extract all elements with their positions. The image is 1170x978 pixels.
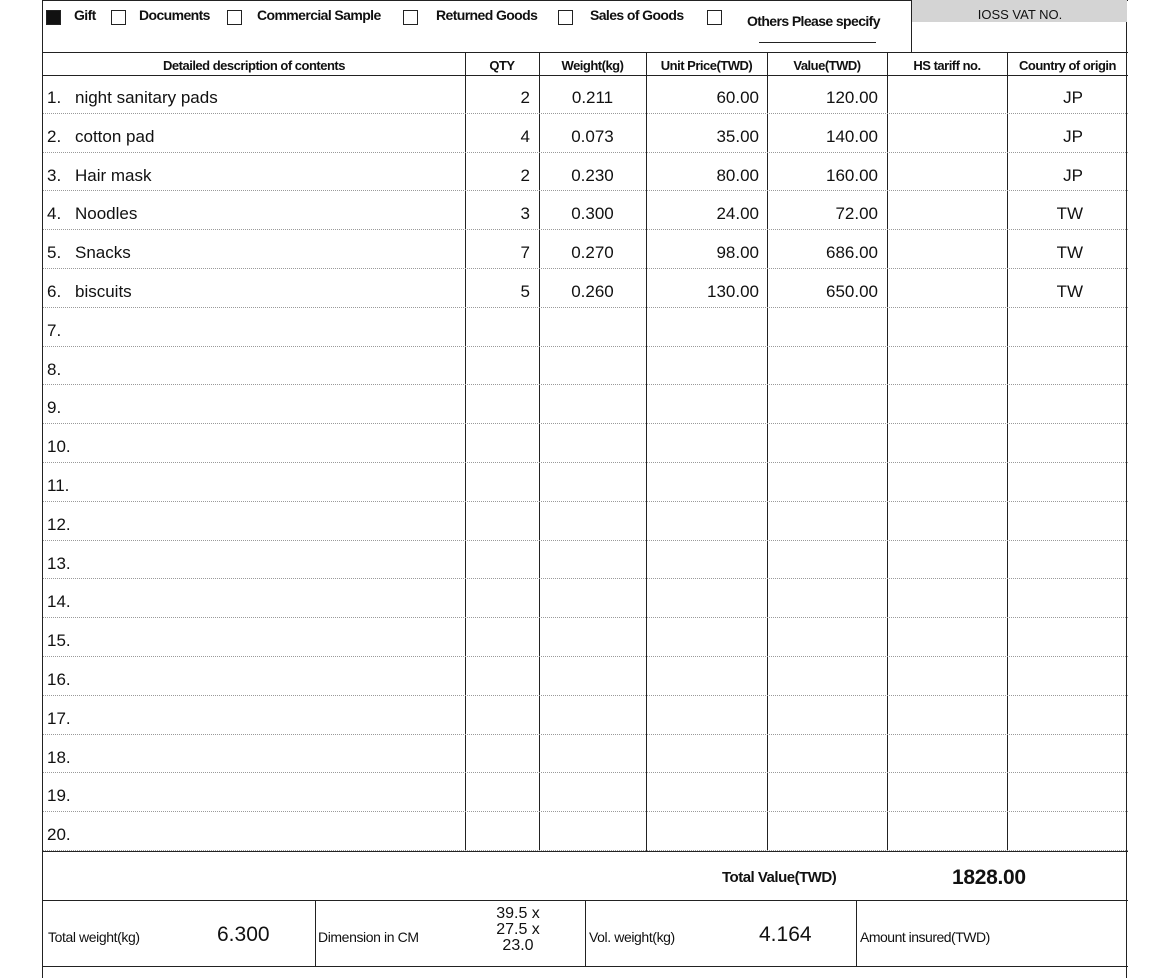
- row-unit-price[interactable]: 60.00: [716, 88, 759, 107]
- table-row: [43, 618, 1128, 657]
- row-number: 10.: [47, 437, 71, 457]
- row-number: 7.: [47, 320, 62, 340]
- row-origin[interactable]: TW: [1056, 282, 1083, 301]
- row-number: 19.: [47, 786, 71, 806]
- row-number: 13.: [47, 553, 71, 573]
- dimension-line: 27.5 x: [496, 921, 540, 938]
- sales-of-goods-label: Sales of Goods: [590, 7, 684, 23]
- col-header-qty: QTY: [489, 58, 515, 73]
- row-unit-price[interactable]: 35.00: [716, 126, 759, 146]
- row-number: 18.: [47, 747, 71, 767]
- dimension-line: 39.5 x: [496, 905, 540, 922]
- others-specify-line: [759, 42, 876, 43]
- total-weight-label: Total weight(kg): [48, 929, 140, 945]
- row-number: 11.: [47, 476, 70, 495]
- table-row: [43, 230, 1128, 269]
- commercial-sample-checkbox[interactable]: [227, 10, 242, 25]
- table-row: [43, 773, 1128, 812]
- row-number: 9.: [47, 398, 62, 418]
- others-specify-label: Others Please specify: [747, 13, 880, 29]
- table-row: [43, 735, 1128, 774]
- table-bottom-line: [43, 851, 1128, 852]
- row-qty[interactable]: 5: [520, 282, 530, 301]
- col-header-unit-price: Unit Price(TWD): [660, 58, 753, 73]
- row-description[interactable]: night sanitary pads: [75, 88, 218, 107]
- row-number: 2.: [47, 126, 62, 146]
- row-weight[interactable]: 0.211: [571, 88, 614, 107]
- row-description[interactable]: Hair mask: [75, 165, 152, 185]
- table-row: [43, 541, 1128, 580]
- table-row: [43, 657, 1128, 696]
- row-number: 8.: [47, 359, 62, 379]
- row-weight[interactable]: 0.270: [571, 243, 614, 263]
- row-weight[interactable]: 0.073: [571, 126, 614, 146]
- row-qty[interactable]: 3: [520, 204, 530, 224]
- row-value[interactable]: 140.00: [826, 126, 878, 146]
- gift-checkbox[interactable]: [46, 10, 61, 25]
- total-weight-value: 6.300: [217, 923, 270, 946]
- row-weight[interactable]: 0.300: [571, 204, 614, 224]
- footer-divider-vol-weight: [585, 900, 586, 966]
- col-header-weight: Weight(kg): [561, 58, 624, 73]
- dimension-label: Dimension in CM: [318, 929, 419, 945]
- ioss-vat-label: IOSS VAT NO.: [977, 7, 1063, 22]
- table-row: [43, 191, 1128, 230]
- row-origin[interactable]: JP: [1063, 126, 1083, 146]
- footer-divider-insured: [856, 900, 857, 966]
- col-header-country-origin: Country of origin: [1019, 58, 1116, 73]
- row-weight[interactable]: 0.260: [571, 282, 614, 301]
- row-origin[interactable]: JP: [1063, 165, 1083, 185]
- table-row: [43, 75, 1128, 114]
- table-row: [43, 579, 1128, 618]
- row-number: 16.: [47, 670, 71, 689]
- row-value[interactable]: 160.00: [826, 165, 878, 185]
- row-unit-price[interactable]: 80.00: [716, 165, 759, 185]
- row-qty[interactable]: 2: [520, 165, 530, 185]
- footer-divider-dimension: [315, 900, 316, 966]
- table-row: [43, 308, 1128, 347]
- row-description[interactable]: cotton pad: [75, 126, 155, 146]
- col-header-description: Detailed description of contents: [163, 58, 345, 73]
- row-qty[interactable]: 4: [520, 126, 530, 146]
- row-number: 20.: [47, 825, 71, 845]
- row-unit-price[interactable]: 24.00: [716, 204, 759, 224]
- row-number: 15.: [47, 631, 71, 651]
- row-number: 1.: [47, 88, 62, 107]
- row-number: 4.: [47, 204, 62, 224]
- total-value: 1828.00: [952, 866, 1026, 889]
- col-header-value: Value(TWD): [793, 58, 861, 73]
- vol-weight-label: Vol. weight(kg): [589, 929, 675, 945]
- row-unit-price[interactable]: 98.00: [716, 243, 759, 263]
- table-row: [43, 269, 1128, 308]
- row-value[interactable]: 686.00: [826, 243, 878, 263]
- row-origin[interactable]: TW: [1056, 204, 1083, 224]
- table-row: [43, 347, 1128, 386]
- total-value-label: Total Value(TWD): [722, 869, 837, 886]
- row-value[interactable]: 120.00: [826, 88, 878, 107]
- dimension-value: [473, 906, 563, 954]
- table-row: [43, 502, 1128, 541]
- sales-of-goods-checkbox[interactable]: [558, 10, 573, 25]
- table-row: [43, 153, 1128, 192]
- row-number: 17.: [47, 708, 71, 728]
- returned-goods-checkbox[interactable]: [403, 10, 418, 25]
- row-description[interactable]: Noodles: [75, 204, 138, 224]
- footer-bottom-line: [43, 966, 1128, 967]
- table-row: [43, 812, 1128, 851]
- row-number: 3.: [47, 165, 62, 185]
- others-checkbox[interactable]: [707, 10, 722, 25]
- row-number: 5.: [47, 243, 62, 263]
- row-qty[interactable]: 2: [520, 88, 530, 107]
- table-row: [43, 696, 1128, 735]
- gift-label: Gift: [74, 7, 96, 23]
- table-row: [43, 114, 1128, 153]
- table-row: [43, 424, 1128, 463]
- row-weight[interactable]: 0.230: [571, 165, 614, 185]
- commercial-sample-label: Commercial Sample: [257, 7, 381, 23]
- amount-insured-label: Amount insured(TWD): [860, 929, 990, 945]
- documents-label: Documents: [139, 7, 210, 23]
- dimension-line: 23.0: [502, 937, 534, 954]
- table-row: [43, 463, 1128, 502]
- row-number: 14.: [47, 592, 71, 612]
- row-qty[interactable]: 7: [520, 243, 530, 263]
- documents-checkbox[interactable]: [111, 10, 126, 25]
- row-description[interactable]: Snacks: [75, 243, 131, 263]
- row-origin[interactable]: TW: [1056, 243, 1083, 263]
- row-origin[interactable]: JP: [1063, 88, 1083, 107]
- row-value[interactable]: 72.00: [835, 204, 878, 224]
- table-row: [43, 385, 1128, 424]
- header-top-line: [43, 52, 1128, 53]
- row-description[interactable]: biscuits: [75, 282, 132, 301]
- row-value[interactable]: 650.00: [826, 282, 878, 301]
- row-number: 12.: [47, 514, 71, 534]
- customs-declaration-form: [42, 0, 1127, 978]
- row-number: 6.: [47, 282, 62, 301]
- vol-weight-value: 4.164: [759, 923, 812, 946]
- ioss-divider: [911, 0, 912, 52]
- col-header-hs-tariff: HS tariff no.: [913, 58, 981, 73]
- returned-goods-label: Returned Goods: [436, 7, 538, 23]
- row-unit-price[interactable]: 130.00: [707, 282, 759, 301]
